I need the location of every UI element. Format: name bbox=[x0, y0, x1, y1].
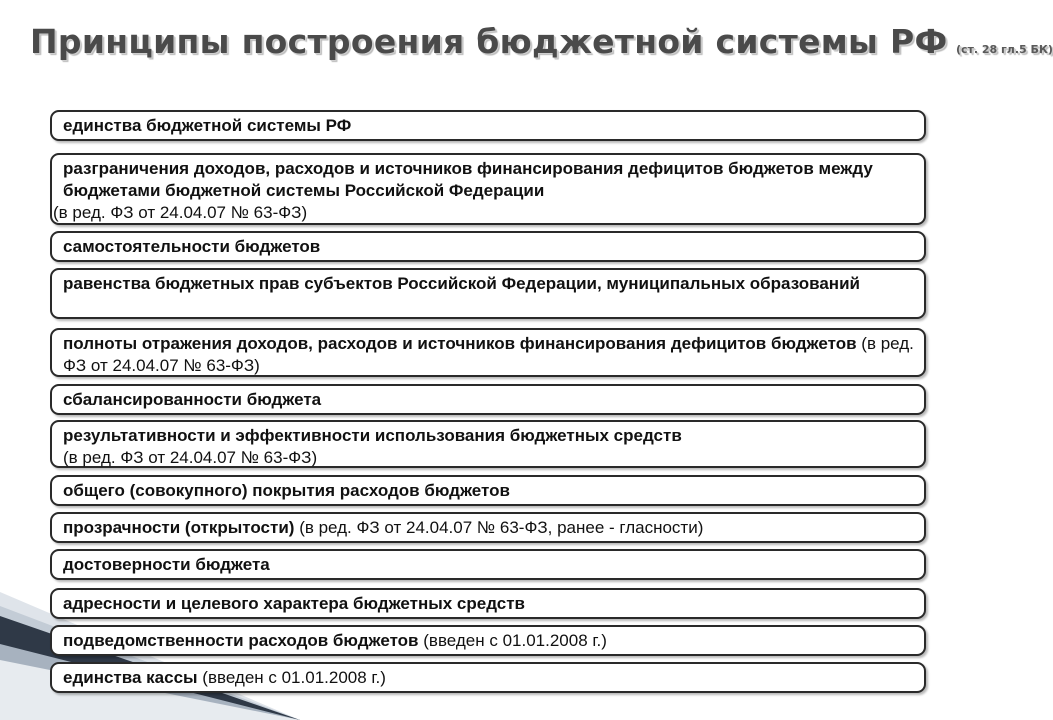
principle-name: прозрачности (открытости) bbox=[63, 518, 295, 537]
principle-name: полноты отражения доходов, расходов и источников финансирования дефицитов бюджетов bbox=[63, 334, 857, 353]
principle-name: адресности и целевого характера бюджетных средств bbox=[63, 594, 526, 613]
title-reference: (ст. 28 гл.5 БК) bbox=[955, 43, 1053, 56]
principle-name: достоверности бюджета bbox=[63, 555, 270, 574]
principle-note: (в ред. ФЗ от 24.04.07 № 63-ФЗ) bbox=[63, 448, 318, 467]
principle-name: результативности и эффективности использования бюджетных средств bbox=[63, 426, 682, 445]
principle-box bbox=[50, 110, 926, 141]
principle-box bbox=[50, 625, 926, 656]
principle-name: разграничения доходов, расходов и источников финансирования дефицитов бюджетов между бюджетами бюджетной системы Российской Федерации bbox=[63, 159, 873, 200]
principle-name: единства бюджетной системы РФ bbox=[63, 116, 352, 135]
title-main-text: Принципы построения бюджетной системы РФ bbox=[30, 22, 948, 61]
principle-box bbox=[50, 662, 926, 693]
principle-note: (в ред. ФЗ от 24.04.07 № 63-ФЗ) bbox=[53, 203, 308, 222]
principle-note: (в ред. ФЗ от 24.04.07 № 63-ФЗ, ранее - гласности) bbox=[299, 518, 704, 537]
principle-box bbox=[50, 475, 926, 506]
principle-box bbox=[50, 153, 926, 225]
principle-note: (в ред. ФЗ от 24.04.07 № 63-ФЗ) bbox=[63, 334, 914, 375]
principle-box bbox=[50, 231, 926, 262]
principle-name: подведомственности расходов бюджетов bbox=[63, 631, 419, 650]
principle-note: (введен с 01.01.2008 г.) bbox=[202, 668, 386, 687]
principle-name: единства кассы bbox=[63, 668, 198, 687]
principle-box bbox=[50, 420, 926, 468]
principle-box bbox=[50, 328, 926, 377]
principle-box bbox=[50, 512, 926, 543]
principle-box bbox=[50, 549, 926, 580]
principle-box bbox=[50, 384, 926, 415]
principle-name: общего (совокупного) покрытия расходов бюджетов bbox=[63, 481, 510, 500]
principle-name: равенства бюджетных прав субъектов Российской Федерации, муниципальных образований bbox=[63, 274, 860, 293]
principle-name: сбалансированности бюджета bbox=[63, 390, 322, 409]
principle-box bbox=[50, 588, 926, 619]
principle-name: самостоятельности бюджетов bbox=[63, 237, 321, 256]
principle-box bbox=[50, 268, 926, 319]
principle-note: (введен с 01.01.2008 г.) bbox=[423, 631, 607, 650]
